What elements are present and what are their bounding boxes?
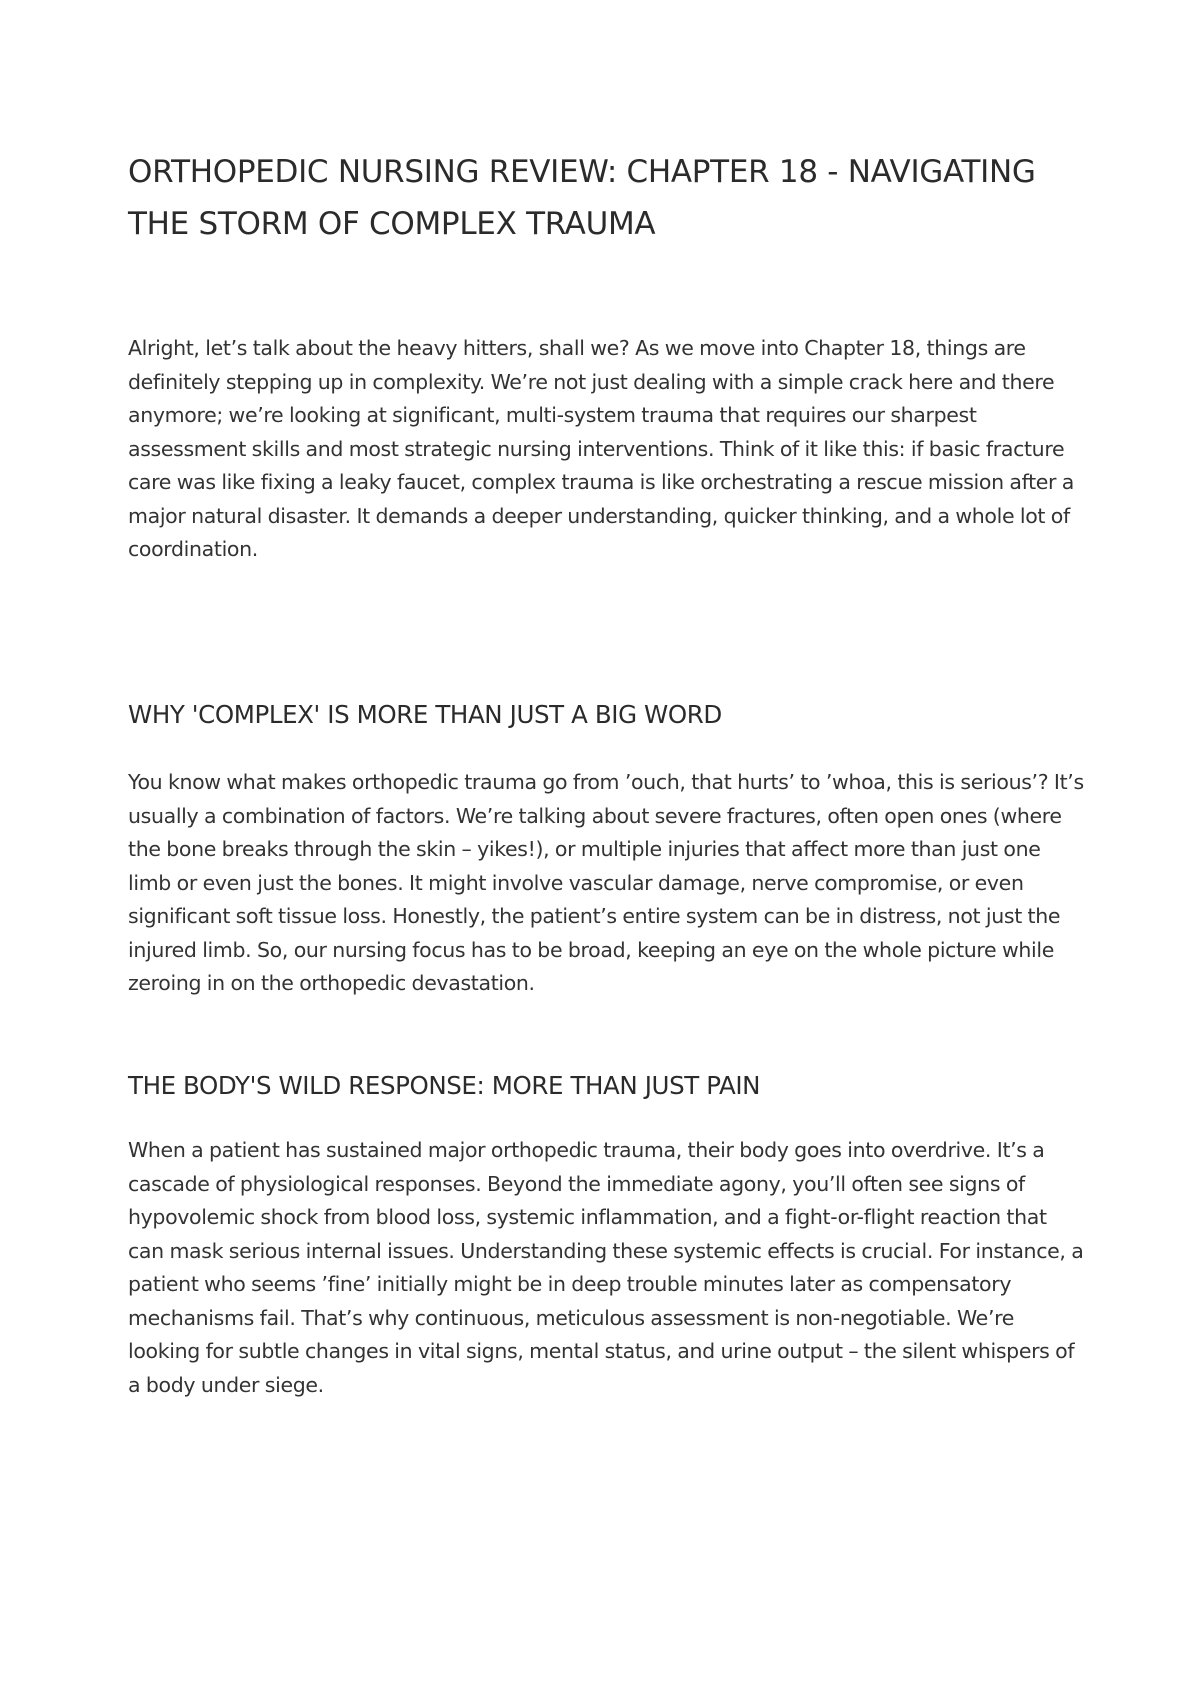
document-title: ORTHOPEDIC NURSING REVIEW: CHAPTER 18 - NAVIGATING THE STORM OF COMPLEX TRAUMA: [128, 154, 1036, 242]
intro-paragraph: Alright, let’s talk about the heavy hitters, shall we? As we move into Chapter 18, things are definitely stepping up in complexity. We’re not just dealing with a simple crack here and there anymore; we’re looking at significant, multi-system trauma that requires our sharpest assessment skills and most strategic nursing interventions. Think of it like this: if basic fracture care was like fixing a leaky faucet, complex trauma is like orchestrating a rescue mission after a major natural disaster. It demands a deeper understanding, quicker thinking, and a whole lot of coordination.: [128, 336, 1075, 561]
section-body-body-response: When a patient has sustained major orthopedic trauma, their body goes into overdrive. It’s a cascade of physiological responses. Beyond the immediate agony, you’ll often see signs of hypovolemic shock from blood loss, systemic inflammation, and a fight-or-flight reaction that can mask serious internal issues. Understanding these systemic effects is crucial. For instance, a patient who seems ’fine’ initially might be in deep trouble minutes later as compensatory mechanisms fail. That’s why continuous, meticulous assessment is non-negotiable. We’re looking for subtle changes in vital signs, mental status, and urine output – the silent whispers of a body under siege.: [128, 1138, 1084, 1397]
section-heading-body-response: THE BODY'S WILD RESPONSE: MORE THAN JUST PAIN: [128, 1071, 761, 1100]
section-heading-complex: WHY 'COMPLEX' IS MORE THAN JUST A BIG WORD: [128, 700, 722, 729]
section-body-complex: You know what makes orthopedic trauma go from ’ouch, that hurts’ to ’whoa, this is serious’? It’s usually a combination of factors. We’re talking about severe fractures, often open ones (where the bone breaks through the skin – yikes!), or multiple injuries that affect more than just one limb or even just the bones. It might involve vascular damage, nerve compromise, or even significant soft tissue loss. Honestly, the patient’s entire system can be in distress, not just the injured limb. So, our nursing focus has to be broad, keeping an eye on the whole picture while zeroing in on the orthopedic devastation.: [128, 770, 1084, 995]
